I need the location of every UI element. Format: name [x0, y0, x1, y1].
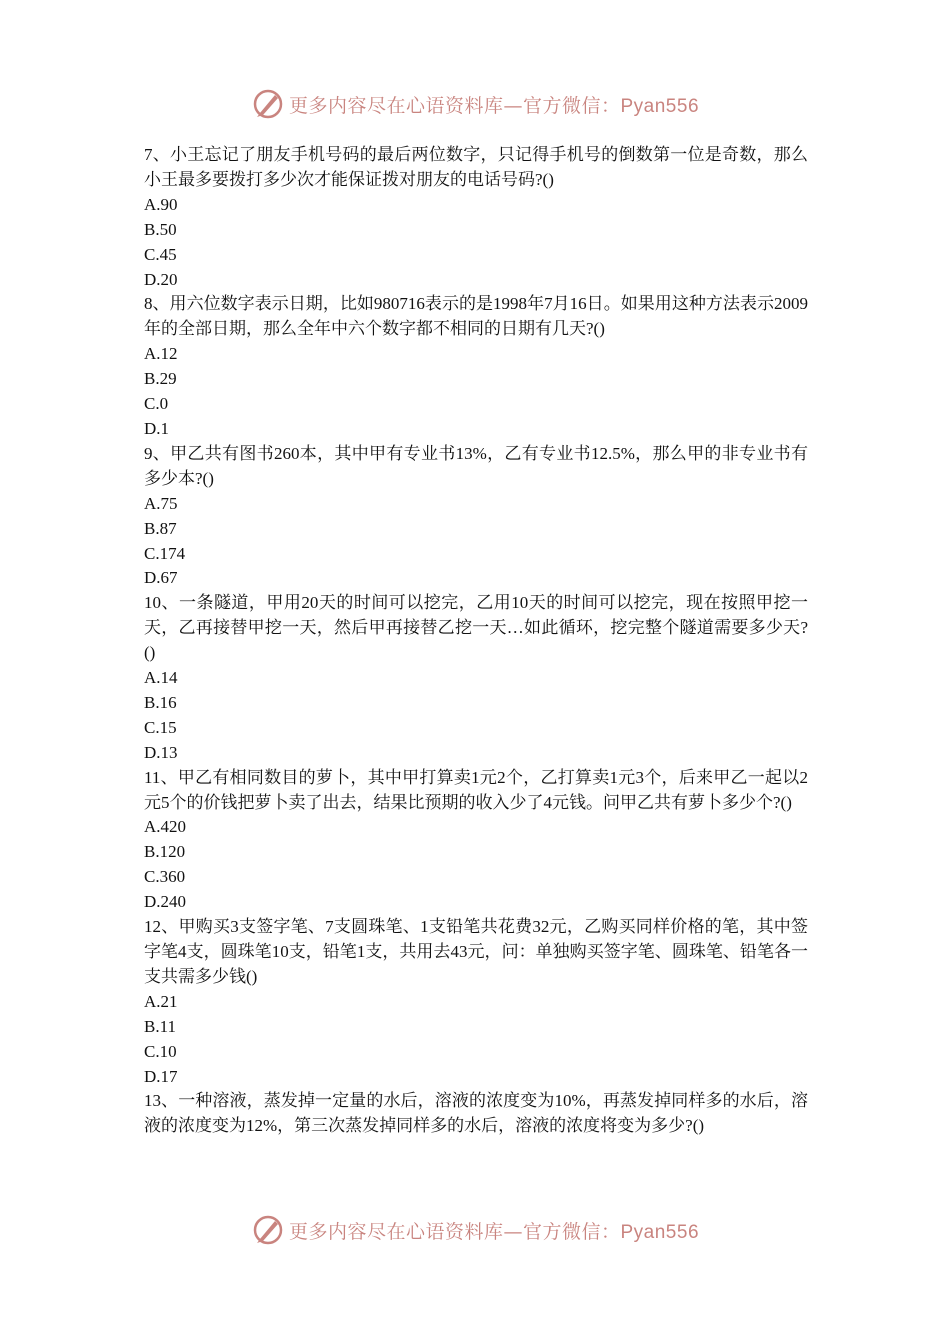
option-d: D.20	[144, 269, 178, 289]
option-c: C.174	[144, 543, 186, 563]
question-text: 10、一条隧道，甲用20天的时间可以挖完，乙用10天的时间可以挖完，现在按照甲挖一天，乙再接替甲挖一天，然后甲再接替乙挖一天…如此循环，挖完整个隧道需要多少天?()	[144, 593, 808, 663]
option-b: B.11	[144, 1016, 176, 1036]
wechat-id: Pyan556	[620, 1221, 700, 1243]
question-block	[144, 915, 808, 1089]
question-block	[144, 442, 808, 591]
option-d: D.67	[144, 568, 178, 588]
option-d: D.13	[144, 742, 178, 762]
option-b: B.16	[144, 692, 177, 712]
option-c: C.0	[144, 394, 169, 414]
option-c: C.360	[144, 867, 186, 887]
question-text: 7、小王忘记了朋友手机号码的最后两位数字，只记得手机号的倒数第一位是奇数，那么小王最多要拨打多少次才能保证拨对朋友的电话号码?()	[144, 145, 808, 189]
header-watermark-banner	[0, 84, 950, 124]
question-text: 13、一种溶液，蒸发掉一定量的水后，溶液的浓度变为10%，再蒸发掉同样多的水后，溶液的浓度变为12%，第三次蒸发掉同样多的水后，溶液的浓度将变为多少?()	[144, 1091, 808, 1136]
question-text: 8、用六位数字表示日期，比如980716表示的是1998年7月16日。如果用这种方法表示2009年的全部日期，那么全年中六个数字都不相同的日期有几天?()	[144, 294, 808, 339]
option-a: A.75	[144, 493, 178, 513]
watermark-text: 更多内容尽在心语资料库—官方微信：Pyan556	[288, 94, 700, 117]
pen-logo-icon	[251, 87, 285, 121]
question-block	[144, 766, 808, 915]
option-b: B.87	[144, 518, 177, 538]
pen-logo-icon	[251, 1213, 285, 1247]
watermark-text: 更多内容尽在心语资料库—官方微信：Pyan556	[288, 1220, 700, 1243]
wechat-id: Pyan556	[620, 95, 700, 117]
question-block	[144, 1089, 808, 1139]
option-c: C.45	[144, 244, 177, 264]
option-d: D.240	[144, 892, 187, 912]
question-block	[144, 143, 808, 292]
option-d: D.1	[144, 418, 170, 438]
option-d: D.17	[144, 1066, 178, 1086]
option-a: A.12	[144, 344, 178, 364]
question-block	[144, 591, 808, 765]
option-b: B.50	[144, 219, 177, 239]
question-block	[144, 292, 808, 441]
option-c: C.15	[144, 717, 177, 737]
option-a: A.14	[144, 668, 178, 688]
option-a: A.420	[144, 817, 187, 837]
footer-watermark-banner	[0, 1210, 950, 1250]
question-text: 11、甲乙有相同数目的萝卜，其中甲打算卖1元2个，乙打算卖1元3个，后来甲乙一起以2元5个的价钱把萝卜卖了出去，结果比预期的收入少了4元钱。问甲乙共有萝卜多少个?()	[144, 767, 808, 812]
option-a: A.21	[144, 991, 178, 1011]
question-text: 12、甲购买3支签字笔、7支圆珠笔、1支铅笔共花费32元，乙购买同样价格的笔，其中签字笔4支，圆珠笔10支，铅笔1支，共用去43元，问：单独购买签字笔、圆珠笔、铅笔各一支共需多少钱()	[144, 917, 808, 986]
question-list	[144, 143, 808, 1139]
option-b: B.29	[144, 369, 177, 389]
option-b: B.120	[144, 842, 186, 862]
option-c: C.10	[144, 1041, 177, 1061]
option-a: A.90	[144, 194, 178, 214]
question-text: 9、甲乙共有图书260本，其中甲有专业书13%，乙有专业书12.5%，那么甲的非专业书有多少本?()	[144, 443, 808, 488]
